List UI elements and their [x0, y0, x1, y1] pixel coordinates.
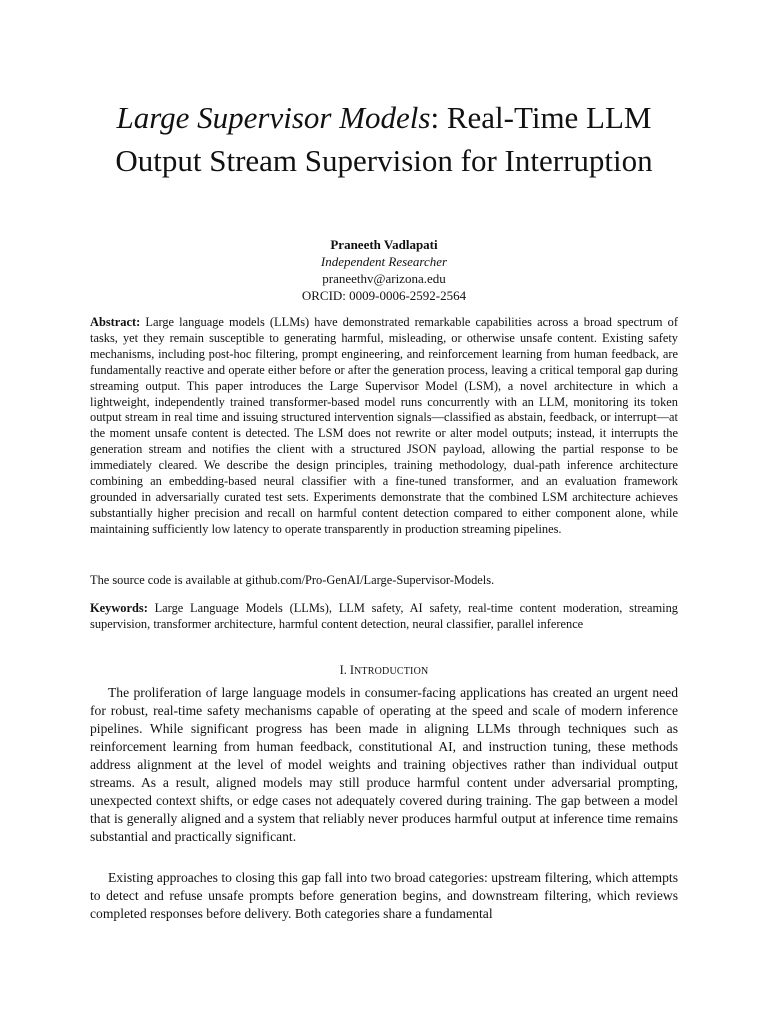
- source-code-note: The source code is available at github.com/Pro-GenAI/Large-Supervisor-Models.: [90, 573, 495, 587]
- author-affiliation: Independent Researcher: [320, 254, 448, 269]
- author-email: praneethv@arizona.edu: [322, 271, 446, 286]
- section-heading-introduction: [90, 662, 678, 680]
- author-block: [90, 236, 678, 304]
- title-rest: : Real-Time LLM Output Stream Supervision for Interruption: [115, 100, 653, 178]
- author-name: Praneeth Vadlapati: [330, 237, 438, 252]
- intro-paragraph-2: [90, 869, 678, 923]
- paragraph-text: Existing approaches to closing this gap fall into two broad categories: upstream filtering, which attempts to detect and refuse unsafe prompts before generation begins, and downstream filtering, which reviews completed responses before delivery. Both categories share a fundamental: [90, 870, 678, 921]
- keywords: [90, 601, 678, 633]
- title-italic-part: Large Supervisor Models: [116, 100, 431, 135]
- keywords-label: Keywords:: [90, 601, 148, 615]
- abstract: [90, 315, 678, 538]
- section-name: NTRODUCTION: [354, 666, 429, 677]
- author-orcid: ORCID: 0009-0006-2592-2564: [301, 288, 467, 303]
- keywords-text: Large Language Models (LLMs), LLM safety, AI safety, real-time content moderation, streaming supervision, transformer architecture, harmful content detection, neural classifier, parallel inference: [90, 601, 678, 631]
- abstract-text: Large language models (LLMs) have demonstrated remarkable capabilities across a broad spectrum of tasks, yet they remain susceptible to generating harmful, misleading, or otherwise unsafe content. Existing safety mechanisms, including post-hoc filtering, prompt engineering, and reinforcement learning from human feedback, are fundamentally reactive and operate either before or after the generation process, leaving a critical temporal gap during streaming output. This paper introduces the Large Supervisor Model (LSM), a novel architecture in which a lightweight, independently trained transformer-based model runs concurrently with an LLM, monitoring its token output stream in real time and issuing structured intervention signals—classified as abstain, feedback, or interrupt—at the moment unsafe content is detected. The LSM does not rewrite or alter model outputs; instead, it interrupts the generation stream and notifies the client with a structured JSON payload, allowing the partial response to be immediately cleared. We describe the design principles, training methodology, dual-path inference architecture combining an embedding-based neural classifier with a fine-tuned transformer, and an evaluation framework grounded in adversarially curated test sets. Experiments demonstrate that the combined LSM architecture achieves substantially higher precision and recall on harmful content detection compared to either component alone, while maintaining sufficiently low latency to operate transparently in production streaming pipelines.: [90, 315, 678, 536]
- intro-paragraph-1: [90, 684, 678, 846]
- paper-title: [90, 96, 678, 182]
- section-number: I. I: [339, 663, 355, 677]
- paragraph-text: The proliferation of large language models in consumer-facing applications has created an urgent need for robust, real-time safety mechanisms capable of operating at the speed and scale of modern inference pipelines. While significant progress has been made in aligning LLMs through techniques such as reinforcement learning from human feedback, constitutional AI, and instruction tuning, these methods address alignment at the level of model weights and training objectives rather than individual output streams. As a result, aligned models may still produce harmful content under adversarial prompting, unexpected context shifts, or edge cases not adequately covered during training. The gap between a model that is generally aligned and a system that reliably never produces harmful output at inference time remains substantial and practically significant.: [90, 685, 678, 844]
- abstract-label: Abstract:: [90, 315, 141, 329]
